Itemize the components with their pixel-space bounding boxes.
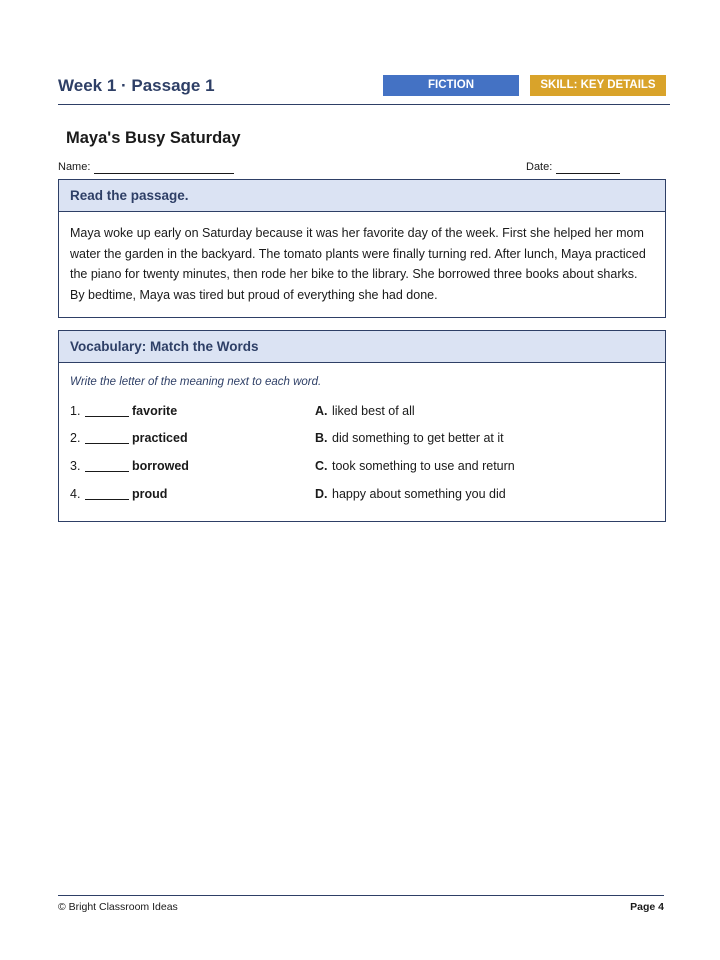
name-label: Name: [58, 161, 91, 173]
date-label: Date: [526, 161, 553, 173]
page-number: Page 4 [630, 901, 664, 913]
answer-blank[interactable] [85, 416, 129, 417]
vocab-number: 4. [70, 487, 81, 501]
answer-blank[interactable] [85, 499, 129, 500]
vocab-number: 2. [70, 431, 81, 445]
vocabulary-box [58, 330, 666, 522]
vocab-word: borrowed [132, 459, 189, 473]
vocab-word: favorite [132, 404, 178, 418]
skill-badge: SKILL: KEY DETAILS [530, 75, 666, 96]
vocab-number: 1. [70, 404, 81, 418]
genre-badge: FICTION [383, 75, 519, 96]
week-title: Week 1 · Passage 1 [58, 76, 215, 95]
name-field-line[interactable] [94, 173, 234, 174]
meaning-text: did something to get better at it [332, 431, 504, 445]
vocabulary-instruction: Write the letter of the meaning next to each word. [70, 376, 322, 388]
answer-blank[interactable] [85, 443, 129, 444]
meaning-text: happy about something you did [332, 487, 506, 501]
passage-text: Maya woke up early on Saturday because it was her favorite day of the week. First she helped her mom water the garden in the backyard. The tomato plants were finally turning red. After lunch, Maya practiced the piano for twenty minutes, then rode her bike to the library. She borrowed three books about sharks. By bedtime, Maya was tired but proud of everything she had done. [70, 226, 646, 302]
name-date-row [58, 160, 620, 176]
answer-blank[interactable] [85, 471, 129, 472]
copyright-text: © Bright Classroom Ideas [58, 901, 178, 913]
meaning-text: liked best of all [332, 404, 415, 418]
date-field-line[interactable] [556, 173, 620, 174]
passage-title: Maya's Busy Saturday [66, 129, 241, 147]
reading-heading: Read the passage. [59, 180, 665, 212]
vocabulary-heading: Vocabulary: Match the Words [59, 331, 665, 363]
page-footer [58, 895, 664, 916]
meaning-letter: B. [315, 431, 328, 445]
meaning-letter: C. [315, 459, 328, 473]
vocab-number: 3. [70, 459, 81, 473]
meaning-letter: D. [315, 487, 328, 501]
vocab-word: proud [132, 487, 168, 501]
reading-box [58, 179, 666, 318]
worksheet-header [58, 72, 670, 105]
vocab-word: practiced [132, 431, 188, 445]
meaning-letter: A. [315, 404, 328, 418]
meaning-text: took something to use and return [332, 459, 515, 473]
